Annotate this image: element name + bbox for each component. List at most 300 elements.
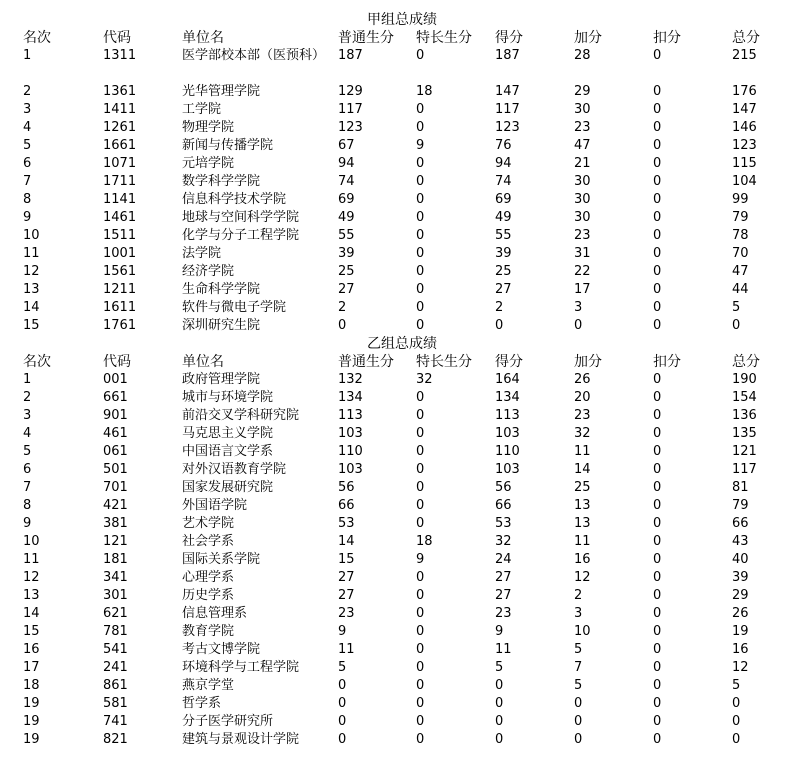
cell-unit-name: 艺术学院 [182, 516, 235, 531]
cell-total-score: 16 [732, 642, 749, 657]
cell-regular-score: 0 [338, 318, 347, 333]
cell-total-score: 99 [732, 192, 749, 207]
cell-total-score: 215 [732, 48, 757, 63]
table-row [0, 83, 804, 101]
cell-bonus-points: 28 [574, 48, 591, 63]
cell-regular-score: 9 [338, 624, 347, 639]
cell-total-score: 0 [732, 732, 741, 747]
cell-score: 11 [495, 642, 512, 657]
cell-bonus-points: 30 [574, 174, 591, 189]
cell-rank: 4 [23, 426, 32, 441]
cell-total-score: 190 [732, 372, 757, 387]
cell-bonus-points: 47 [574, 138, 591, 153]
cell-score: 113 [495, 408, 520, 423]
cell-deduction: 0 [653, 192, 662, 207]
table-row [0, 641, 804, 659]
cell-code: 1001 [103, 246, 137, 261]
cell-rank: 14 [23, 606, 40, 621]
cell-unit-name: 元培学院 [182, 156, 235, 171]
cell-total-score: 43 [732, 534, 749, 549]
cell-deduction: 0 [653, 264, 662, 279]
cell-rank: 12 [23, 264, 40, 279]
cell-total-score: 47 [732, 264, 749, 279]
cell-rank: 16 [23, 642, 40, 657]
cell-total-score: 121 [732, 444, 757, 459]
cell-rank: 12 [23, 570, 40, 585]
cell-score: 187 [495, 48, 520, 63]
table-row [0, 461, 804, 479]
cell-bonus-points: 30 [574, 192, 591, 207]
cell-deduction: 0 [653, 462, 662, 477]
cell-bonus-points: 26 [574, 372, 591, 387]
cell-score: 110 [495, 444, 520, 459]
cell-specialty-score: 0 [416, 714, 425, 729]
cell-regular-score: 0 [338, 678, 347, 693]
cell-regular-score: 56 [338, 480, 355, 495]
cell-deduction: 0 [653, 408, 662, 423]
cell-specialty-score: 0 [416, 624, 425, 639]
table-row [0, 515, 804, 533]
cell-total-score: 135 [732, 426, 757, 441]
cell-rank: 7 [23, 480, 32, 495]
cell-regular-score: 94 [338, 156, 355, 171]
header-specialty-score: 特长生分 [416, 30, 472, 46]
cell-rank: 1 [23, 372, 32, 387]
cell-specialty-score: 0 [416, 210, 425, 225]
cell-rank: 14 [23, 300, 40, 315]
cell-specialty-score: 0 [416, 660, 425, 675]
cell-code: 781 [103, 624, 128, 639]
cell-code: 501 [103, 462, 128, 477]
cell-rank: 18 [23, 678, 40, 693]
cell-deduction: 0 [653, 174, 662, 189]
cell-regular-score: 103 [338, 462, 363, 477]
cell-total-score: 136 [732, 408, 757, 423]
cell-specialty-score: 0 [416, 678, 425, 693]
cell-unit-name: 信息管理系 [182, 606, 248, 621]
cell-deduction: 0 [653, 480, 662, 495]
cell-rank: 19 [23, 714, 40, 729]
cell-specialty-score: 0 [416, 642, 425, 657]
cell-unit-name: 国际关系学院 [182, 552, 261, 567]
cell-code: 1461 [103, 210, 137, 225]
table-row [0, 281, 804, 299]
header-score: 得分 [495, 354, 523, 370]
cell-deduction: 0 [653, 426, 662, 441]
cell-regular-score: 53 [338, 516, 355, 531]
cell-unit-name: 信息科学技术学院 [182, 192, 287, 207]
cell-specialty-score: 0 [416, 426, 425, 441]
cell-code: 1071 [103, 156, 137, 171]
cell-unit-name: 心理学系 [182, 570, 235, 585]
cell-score: 2 [495, 300, 504, 315]
cell-code: 1261 [103, 120, 137, 135]
cell-unit-name: 化学与分子工程学院 [182, 228, 300, 243]
cell-unit-name: 教育学院 [182, 624, 235, 639]
cell-specialty-score: 0 [416, 120, 425, 135]
cell-code: 1311 [103, 48, 137, 63]
cell-unit-name: 社会学系 [182, 534, 235, 549]
cell-specialty-score: 0 [416, 318, 425, 333]
cell-score: 53 [495, 516, 512, 531]
cell-score: 164 [495, 372, 520, 387]
cell-score: 76 [495, 138, 512, 153]
cell-rank: 13 [23, 282, 40, 297]
cell-specialty-score: 0 [416, 300, 425, 315]
cell-deduction: 0 [653, 642, 662, 657]
table-row [0, 245, 804, 263]
cell-score: 66 [495, 498, 512, 513]
table-row [0, 425, 804, 443]
cell-score: 0 [495, 732, 504, 747]
cell-regular-score: 113 [338, 408, 363, 423]
cell-code: 621 [103, 606, 128, 621]
cell-deduction: 0 [653, 696, 662, 711]
cell-code: 241 [103, 660, 128, 675]
cell-specialty-score: 0 [416, 48, 425, 63]
cell-score: 134 [495, 390, 520, 405]
cell-specialty-score: 0 [416, 192, 425, 207]
cell-score: 23 [495, 606, 512, 621]
cell-total-score: 146 [732, 120, 757, 135]
cell-score: 94 [495, 156, 512, 171]
table-row [0, 173, 804, 191]
table-row [0, 47, 804, 83]
cell-bonus-points: 23 [574, 120, 591, 135]
cell-regular-score: 67 [338, 138, 355, 153]
cell-score: 27 [495, 282, 512, 297]
cell-specialty-score: 0 [416, 264, 425, 279]
cell-code: 341 [103, 570, 128, 585]
cell-deduction: 0 [653, 660, 662, 675]
cell-specialty-score: 0 [416, 696, 425, 711]
cell-total-score: 39 [732, 570, 749, 585]
cell-total-score: 19 [732, 624, 749, 639]
cell-unit-name: 物理学院 [182, 120, 235, 135]
cell-total-score: 70 [732, 246, 749, 261]
cell-unit-name: 地球与空间科学学院 [182, 210, 300, 225]
cell-code: 301 [103, 588, 128, 603]
table-row [0, 551, 804, 569]
cell-regular-score: 0 [338, 696, 347, 711]
cell-specialty-score: 0 [416, 282, 425, 297]
header-unit-name: 单位名 [182, 354, 224, 370]
cell-bonus-points: 11 [574, 444, 591, 459]
table-row [0, 569, 804, 587]
cell-total-score: 29 [732, 588, 749, 603]
header-rank: 名次 [23, 354, 51, 370]
cell-total-score: 104 [732, 174, 757, 189]
cell-deduction: 0 [653, 570, 662, 585]
cell-total-score: 176 [732, 84, 757, 99]
cell-bonus-points: 5 [574, 678, 583, 693]
cell-total-score: 117 [732, 462, 757, 477]
cell-regular-score: 23 [338, 606, 355, 621]
cell-unit-name: 城市与环境学院 [182, 390, 274, 405]
cell-specialty-score: 0 [416, 444, 425, 459]
cell-total-score: 5 [732, 300, 741, 315]
cell-code: 1761 [103, 318, 137, 333]
cell-regular-score: 5 [338, 660, 347, 675]
cell-total-score: 0 [732, 714, 741, 729]
cell-bonus-points: 23 [574, 228, 591, 243]
cell-unit-name: 前沿交叉学科研究院 [182, 408, 300, 423]
cell-total-score: 79 [732, 498, 749, 513]
cell-specialty-score: 0 [416, 390, 425, 405]
table-row [0, 227, 804, 245]
cell-score: 25 [495, 264, 512, 279]
table-row [0, 443, 804, 461]
cell-deduction: 0 [653, 156, 662, 171]
cell-deduction: 0 [653, 552, 662, 567]
table-row [0, 713, 804, 731]
cell-rank: 6 [23, 462, 32, 477]
cell-score: 0 [495, 696, 504, 711]
cell-bonus-points: 13 [574, 516, 591, 531]
cell-specialty-score: 0 [416, 516, 425, 531]
cell-score: 27 [495, 570, 512, 585]
cell-deduction: 0 [653, 390, 662, 405]
cell-score: 0 [495, 318, 504, 333]
cell-bonus-points: 11 [574, 534, 591, 549]
cell-code: 741 [103, 714, 128, 729]
table-row [0, 623, 804, 641]
cell-specialty-score: 32 [416, 372, 433, 387]
cell-code: 061 [103, 444, 128, 459]
cell-rank: 8 [23, 498, 32, 513]
cell-unit-name: 光华管理学院 [182, 84, 261, 99]
cell-bonus-points: 7 [574, 660, 583, 675]
cell-specialty-score: 0 [416, 408, 425, 423]
cell-score: 49 [495, 210, 512, 225]
cell-deduction: 0 [653, 300, 662, 315]
cell-rank: 5 [23, 138, 32, 153]
cell-specialty-score: 0 [416, 606, 425, 621]
table-row [0, 695, 804, 713]
cell-deduction: 0 [653, 372, 662, 387]
cell-score: 39 [495, 246, 512, 261]
header-row [0, 353, 804, 371]
group-b-title: 乙组总成绩 [367, 336, 437, 352]
cell-code: 001 [103, 372, 128, 387]
cell-rank: 3 [23, 408, 32, 423]
cell-unit-name: 经济学院 [182, 264, 235, 279]
cell-regular-score: 69 [338, 192, 355, 207]
cell-code: 861 [103, 678, 128, 693]
header-deduction: 扣分 [653, 30, 681, 46]
table-row [0, 605, 804, 623]
cell-bonus-points: 30 [574, 210, 591, 225]
cell-regular-score: 27 [338, 282, 355, 297]
cell-bonus-points: 32 [574, 426, 591, 441]
cell-code: 1611 [103, 300, 137, 315]
cell-bonus-points: 0 [574, 714, 583, 729]
table-row [0, 731, 804, 749]
cell-code: 381 [103, 516, 128, 531]
cell-regular-score: 27 [338, 570, 355, 585]
cell-bonus-points: 20 [574, 390, 591, 405]
group-a-table [0, 29, 804, 335]
cell-score: 9 [495, 624, 504, 639]
cell-regular-score: 55 [338, 228, 355, 243]
cell-specialty-score: 0 [416, 174, 425, 189]
cell-regular-score: 25 [338, 264, 355, 279]
cell-regular-score: 11 [338, 642, 355, 657]
cell-bonus-points: 0 [574, 732, 583, 747]
cell-deduction: 0 [653, 282, 662, 297]
cell-score: 32 [495, 534, 512, 549]
cell-unit-name: 工学院 [182, 102, 222, 117]
header-rank: 名次 [23, 30, 51, 46]
cell-specialty-score: 0 [416, 588, 425, 603]
cell-unit-name: 环境科学与工程学院 [182, 660, 300, 675]
cell-specialty-score: 0 [416, 156, 425, 171]
cell-score: 123 [495, 120, 520, 135]
table-row [0, 119, 804, 137]
cell-total-score: 78 [732, 228, 749, 243]
cell-bonus-points: 2 [574, 588, 583, 603]
cell-total-score: 44 [732, 282, 749, 297]
cell-score: 0 [495, 714, 504, 729]
cell-rank: 6 [23, 156, 32, 171]
cell-deduction: 0 [653, 624, 662, 639]
cell-regular-score: 0 [338, 714, 347, 729]
table-row [0, 389, 804, 407]
cell-specialty-score: 9 [416, 138, 425, 153]
cell-code: 1211 [103, 282, 137, 297]
cell-unit-name: 新闻与传播学院 [182, 138, 274, 153]
cell-deduction: 0 [653, 84, 662, 99]
cell-score: 24 [495, 552, 512, 567]
cell-deduction: 0 [653, 102, 662, 117]
header-total-score: 总分 [732, 30, 760, 46]
header-specialty-score: 特长生分 [416, 354, 472, 370]
cell-code: 421 [103, 498, 128, 513]
cell-unit-name: 哲学系 [182, 696, 222, 711]
table-row [0, 479, 804, 497]
cell-rank: 7 [23, 174, 32, 189]
cell-rank: 8 [23, 192, 32, 207]
cell-bonus-points: 31 [574, 246, 591, 261]
cell-rank: 13 [23, 588, 40, 603]
cell-score: 0 [495, 678, 504, 693]
header-regular-score: 普通生分 [338, 354, 394, 370]
cell-unit-name: 深圳研究生院 [182, 318, 261, 333]
table-row [0, 497, 804, 515]
cell-bonus-points: 16 [574, 552, 591, 567]
header-score: 得分 [495, 30, 523, 46]
cell-rank: 9 [23, 210, 32, 225]
cell-rank: 19 [23, 696, 40, 711]
cell-deduction: 0 [653, 48, 662, 63]
table-row [0, 263, 804, 281]
cell-unit-name: 建筑与景观设计学院 [182, 732, 300, 747]
cell-total-score: 66 [732, 516, 749, 531]
cell-rank: 11 [23, 552, 40, 567]
cell-regular-score: 110 [338, 444, 363, 459]
cell-total-score: 0 [732, 318, 741, 333]
cell-code: 1661 [103, 138, 137, 153]
cell-bonus-points: 23 [574, 408, 591, 423]
header-regular-score: 普通生分 [338, 30, 394, 46]
cell-total-score: 123 [732, 138, 757, 153]
cell-unit-name: 分子医学研究所 [182, 714, 274, 729]
header-bonus-points: 加分 [574, 354, 602, 370]
cell-specialty-score: 18 [416, 84, 433, 99]
cell-bonus-points: 30 [574, 102, 591, 117]
cell-score: 5 [495, 660, 504, 675]
cell-bonus-points: 0 [574, 696, 583, 711]
cell-bonus-points: 0 [574, 318, 583, 333]
cell-total-score: 12 [732, 660, 749, 675]
table-row [0, 317, 804, 335]
cell-bonus-points: 22 [574, 264, 591, 279]
cell-code: 1141 [103, 192, 137, 207]
cell-specialty-score: 0 [416, 462, 425, 477]
header-bonus-points: 加分 [574, 30, 602, 46]
cell-code: 1511 [103, 228, 137, 243]
cell-unit-name: 法学院 [182, 246, 222, 261]
cell-unit-name: 软件与微电子学院 [182, 300, 287, 315]
cell-deduction: 0 [653, 516, 662, 531]
cell-code: 541 [103, 642, 128, 657]
cell-deduction: 0 [653, 228, 662, 243]
cell-unit-name: 政府管理学院 [182, 372, 261, 387]
cell-deduction: 0 [653, 210, 662, 225]
cell-specialty-score: 0 [416, 732, 425, 747]
cell-bonus-points: 14 [574, 462, 591, 477]
cell-deduction: 0 [653, 678, 662, 693]
cell-unit-name: 对外汉语教育学院 [182, 462, 287, 477]
cell-code: 121 [103, 534, 128, 549]
cell-regular-score: 134 [338, 390, 363, 405]
cell-deduction: 0 [653, 498, 662, 513]
cell-score: 117 [495, 102, 520, 117]
cell-code: 1561 [103, 264, 137, 279]
cell-rank: 9 [23, 516, 32, 531]
cell-total-score: 0 [732, 696, 741, 711]
cell-specialty-score: 0 [416, 498, 425, 513]
cell-deduction: 0 [653, 120, 662, 135]
cell-regular-score: 66 [338, 498, 355, 513]
header-deduction: 扣分 [653, 354, 681, 370]
cell-total-score: 79 [732, 210, 749, 225]
table-row [0, 101, 804, 119]
table-row [0, 659, 804, 677]
cell-rank: 19 [23, 732, 40, 747]
cell-bonus-points: 5 [574, 642, 583, 657]
cell-bonus-points: 29 [574, 84, 591, 99]
cell-unit-name: 数学科学学院 [182, 174, 261, 189]
cell-rank: 17 [23, 660, 40, 675]
cell-score: 69 [495, 192, 512, 207]
cell-total-score: 154 [732, 390, 757, 405]
header-code: 代码 [103, 30, 131, 46]
header-unit-name: 单位名 [182, 30, 224, 46]
cell-code: 461 [103, 426, 128, 441]
table-row [0, 137, 804, 155]
group-b-table [0, 353, 804, 749]
cell-specialty-score: 18 [416, 534, 433, 549]
table-row [0, 407, 804, 425]
cell-rank: 2 [23, 84, 32, 99]
cell-unit-name: 中国语言文学系 [182, 444, 274, 459]
cell-regular-score: 123 [338, 120, 363, 135]
cell-deduction: 0 [653, 534, 662, 549]
group-a-title: 甲组总成绩 [367, 12, 437, 28]
table-row [0, 677, 804, 695]
cell-regular-score: 15 [338, 552, 355, 567]
